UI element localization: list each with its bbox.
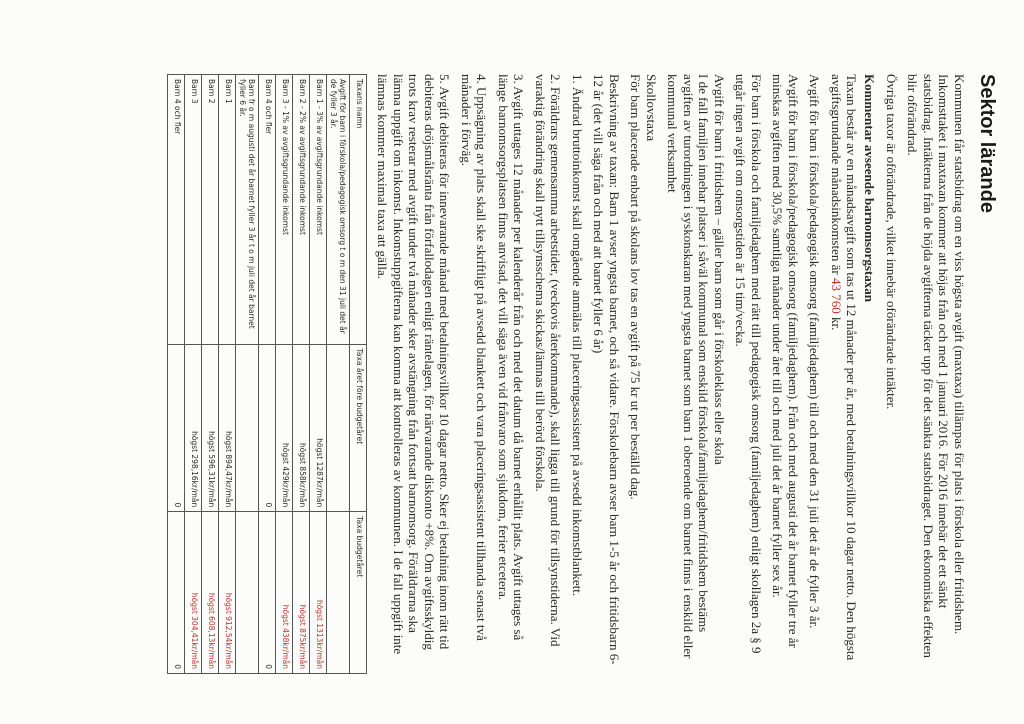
table-cell: Barn 3 [185, 75, 202, 345]
table-cell: högst 858kr/mån [293, 344, 310, 512]
table-cell: högst 875kr/mån [293, 512, 310, 674]
table-cell: 0 [168, 344, 185, 512]
table-row [185, 75, 202, 674]
table-cell: Avgift för barn i förskola/pedagogisk omsorg t o m den 31 juli det år de fyller 3 år. [327, 75, 350, 345]
table-cell: högst 298,16kr/mån [185, 344, 202, 512]
taxan-text: Taxan består av en månadsavgift som tas ut 12 månader per år, med betalningsvillkor 10 dagar netto. Den högsta avgiftsgrundande månadsinkomsten är [829, 74, 860, 661]
skollovstaxa-heading: Skollovstaxa [644, 74, 659, 142]
table-cell: Barn fr o m augusti det år barnet fyller 3 år t o m juli det år barnet fyller 6 år. [236, 75, 259, 345]
point-3: 3. Avgift uttages 12 månader per kalenderår från och med det datum då barnet erhållit plats. Avgift uttages så länge barnomsorgsplatsen finns anvisad, det vill säga även vid frånvaro som sjukdom, ferier etcetera. [496, 74, 527, 641]
table-row [293, 75, 310, 674]
table-header: Taxa budgetåret [350, 512, 367, 674]
table-row [219, 75, 236, 674]
table-cell: Barn 2 - 2% av avgiftsgrundande inkomst [293, 75, 310, 345]
table-cell: högst 438kr/mån [276, 512, 293, 674]
table-cell: högst 596,31kr/mån [202, 344, 219, 512]
table-cell: Barn 2 [202, 75, 219, 345]
table-cell: Barn 3 - 1% av avgiftsgrundande inkomst [276, 75, 293, 345]
table-cell: högst 1287kr/mån [310, 344, 327, 512]
taxan-paragraph-2: Avgift för barn i förskola/pedagogisk omsorg (familjedaghem) till och med den 31 juli det år de fyller 3 år. [807, 74, 823, 629]
table-row [259, 75, 276, 674]
table-cell: Barn 1 [219, 75, 236, 345]
skollovstaxa-paragraph: För barn placerade enbart på skolans lov tas en avgift på 75 kr ut per beställd dag. [628, 74, 644, 500]
taxan-paragraph [829, 74, 860, 666]
table-row [236, 75, 259, 674]
page-content [167, 74, 998, 669]
taxa-table [167, 74, 367, 674]
table-header-row [350, 75, 367, 674]
table-cell: 0 [168, 512, 185, 674]
table-row [310, 75, 327, 674]
table-header: Taxa året före budgetåret [350, 344, 367, 512]
table-cell [327, 344, 350, 512]
intro-paragraph: Kommunen får statsbidrag om en viss högsta avgift (maxtaxa) tillämpas för plats i förskola eller fritidshem. Inkomsttaket i maxtaxan kommer att höjas från och med 1 januari 2016. För 2016 innebär det ett sänkt statsbidrag. Intäkterna från de höjda avgifterna täcker upp för det sänkta statsbidraget. Den ekonomiska effekten blir oförändrad. [905, 74, 967, 658]
table-cell: Barn 4 och fler [259, 75, 276, 345]
table-cell: högst 304,41kr/mån [185, 512, 202, 674]
point-4: 4. Uppsägning av plats skall ske skriftligt på avsedd blankett och vara placeringsassistent tillhanda senast två månader i förväg. [459, 74, 490, 641]
table-cell: 0 [259, 512, 276, 674]
point-1: 1. Ändrad bruttoinkomst skall omgående anmälas till placeringsassistent på avsedd inkomstblankett. [570, 74, 585, 597]
table-row [202, 75, 219, 674]
income-cap-value: 43 760 [829, 277, 844, 314]
taxan-paragraph-5: Avgift för barn i fritidshem – gäller barn som går i förskoleklass eller skola [712, 74, 727, 465]
table-row [327, 75, 350, 674]
table-cell [327, 512, 350, 674]
table-cell: högst 894,47kr/mån [219, 344, 236, 512]
table-cell [236, 512, 259, 674]
point-5: 5. Avgift debiteras för innevarande månad med betalningsvillkor 10 dagar netto. Sker ej betalning inom rätt tid debiteras dröjsmålsränta från förfallodagen enligt räntelagen, för närvarande diskonto +8%. Om avgiftsskyldig trots krav resterar med avgift under två månader sker avstängning från fortsatt barnomsorg. Föräldrarna ska lämna uppgift om inkomst. Inkomstuppgifterna kan komma att kontrolleras av kommunen. I de fall uppgift inte lämnas kommer maximal taxa att gälla. [375, 74, 453, 655]
table-cell: 0 [259, 344, 276, 512]
barnomsorg-heading: Kommentar avseende barnomsorgstaxan [862, 74, 878, 302]
point-2: 2. Föräldrars gemensamma arbetstider, (veckovis återkommande), skall ligga till grund för tillsynstiderna. Vid varaktig förändring skall nytt tillsynsschema skickas/lämnas till berörd förskola. [533, 74, 564, 647]
taxan-paragraph-4: För barn i förskola och familjedaghem med rätt till pedagogisk omsorg (familjedaghem) enligt skollagen 2a § 9 utgår ingen avgift om omsorgstiden är 15 tim/vecka. [733, 74, 764, 654]
table-cell: högst 912,54kr/mån [219, 512, 236, 674]
table-header: Taxans namn [350, 75, 367, 345]
table-cell [236, 344, 259, 512]
table-cell: högst 429kr/mån [276, 344, 293, 512]
page-title: Sektor lärande [976, 74, 998, 213]
taxan-paragraph-3: Avgift för barn i förskola/pedagogisk omsorg (familjedaghem). Från och med augusti det år barnet fyller tre år minskas avgiften med 30,5% samtliga månader under året till och med juli det år barnet fyller sex år. [770, 74, 801, 648]
table-cell: högst 1313kr/mån [310, 512, 327, 674]
table-row [276, 75, 293, 674]
taxan-unit: kr. [829, 313, 844, 331]
taxan-paragraph-6: I de fall familjen innehar platser i såväl kommunal som enskild förskola/familjedaghem/fritidshem bestäms avgiften av turordningen i syskonskaran med yngsta barnet som barn 1 oberoende om barnet finns i enskild eller kommunal verksamhet [665, 74, 712, 659]
table-cell: Barn 1 - 3% av avgiftsgrundande inkomst [310, 75, 327, 345]
table-row [168, 75, 185, 674]
beskrivning-paragraph: Beskrivning av taxan: Barn 1 avser yngsta barnet, och så vidare. Förskolebarn avser barn 1-5 år och fritidsbarn 6-12 år (det vill säga från och med att barnet fyller 6 år) [591, 74, 622, 665]
intro-paragraph-2: Övriga taxor är oförändrade, vilket innebär oförändrade intäkter. [884, 74, 899, 410]
table-cell: högst 608,13kr/mån [202, 512, 219, 674]
table-cell: Barn 4 och fler [168, 75, 185, 345]
